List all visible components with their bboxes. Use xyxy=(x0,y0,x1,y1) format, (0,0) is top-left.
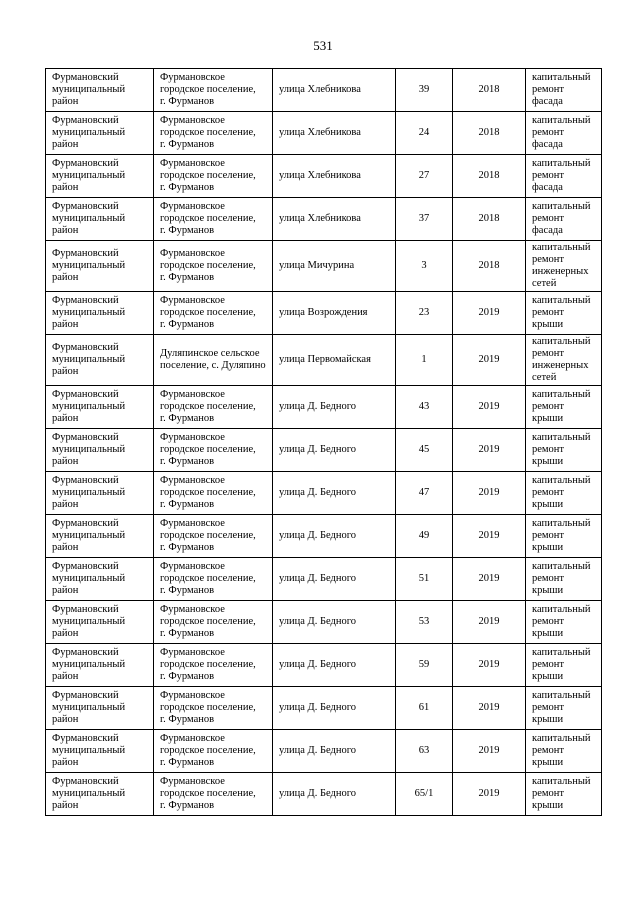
table-row xyxy=(46,241,602,292)
table-row xyxy=(46,472,602,515)
street-cell: улица Д. Бедного xyxy=(273,558,396,601)
house-number-cell: 47 xyxy=(396,472,453,515)
street-cell: улица Д. Бедного xyxy=(273,730,396,773)
work-type-cell: капитальный ремонт крыши xyxy=(526,687,602,730)
settlement-cell: Фурмановское городское поселение, г. Фурманов xyxy=(154,292,273,335)
year-cell: 2018 xyxy=(453,155,526,198)
settlement-cell: Фурмановское городское поселение, г. Фурманов xyxy=(154,773,273,816)
house-number-cell: 37 xyxy=(396,198,453,241)
house-number-cell: 51 xyxy=(396,558,453,601)
work-type-cell: капитальный ремонт фасада xyxy=(526,112,602,155)
district-cell: Фурмановский муниципальный район xyxy=(46,155,154,198)
work-type-cell: капитальный ремонт крыши xyxy=(526,558,602,601)
table-row xyxy=(46,773,602,816)
table-row xyxy=(46,335,602,386)
table-body xyxy=(46,69,602,816)
table-row xyxy=(46,730,602,773)
district-cell: Фурмановский муниципальный район xyxy=(46,198,154,241)
house-number-cell: 1 xyxy=(396,335,453,386)
settlement-cell: Фурмановское городское поселение, г. Фурманов xyxy=(154,687,273,730)
street-cell: улица Д. Бедного xyxy=(273,429,396,472)
house-number-cell: 53 xyxy=(396,601,453,644)
house-number-cell: 39 xyxy=(396,69,453,112)
table-row xyxy=(46,69,602,112)
district-cell: Фурмановский муниципальный район xyxy=(46,429,154,472)
year-cell: 2019 xyxy=(453,515,526,558)
house-number-cell: 45 xyxy=(396,429,453,472)
year-cell: 2018 xyxy=(453,198,526,241)
settlement-cell: Фурмановское городское поселение, г. Фурманов xyxy=(154,241,273,292)
house-number-cell: 24 xyxy=(396,112,453,155)
table-row xyxy=(46,112,602,155)
work-type-cell: капитальный ремонт фасада xyxy=(526,69,602,112)
settlement-cell: Фурмановское городское поселение, г. Фурманов xyxy=(154,472,273,515)
repair-registry-table xyxy=(45,68,602,816)
house-number-cell: 59 xyxy=(396,644,453,687)
street-cell: улица Д. Бедного xyxy=(273,687,396,730)
year-cell: 2018 xyxy=(453,112,526,155)
work-type-cell: капитальный ремонт крыши xyxy=(526,429,602,472)
work-type-cell: капитальный ремонт фасада xyxy=(526,198,602,241)
year-cell: 2019 xyxy=(453,292,526,335)
district-cell: Фурмановский муниципальный район xyxy=(46,472,154,515)
table-row xyxy=(46,558,602,601)
settlement-cell: Дуляпинское сельское поселение, с. Дуляпино xyxy=(154,335,273,386)
year-cell: 2019 xyxy=(453,730,526,773)
street-cell: улица Возрождения xyxy=(273,292,396,335)
street-cell: улица Д. Бедного xyxy=(273,773,396,816)
house-number-cell: 63 xyxy=(396,730,453,773)
table-row xyxy=(46,155,602,198)
street-cell: улица Д. Бедного xyxy=(273,644,396,687)
district-cell: Фурмановский муниципальный район xyxy=(46,292,154,335)
year-cell: 2019 xyxy=(453,335,526,386)
table-row xyxy=(46,198,602,241)
street-cell: улица Хлебникова xyxy=(273,198,396,241)
settlement-cell: Фурмановское городское поселение, г. Фурманов xyxy=(154,558,273,601)
settlement-cell: Фурмановское городское поселение, г. Фурманов xyxy=(154,112,273,155)
year-cell: 2019 xyxy=(453,386,526,429)
table-row xyxy=(46,601,602,644)
work-type-cell: капитальный ремонт крыши xyxy=(526,773,602,816)
street-cell: улица Д. Бедного xyxy=(273,601,396,644)
table-row xyxy=(46,292,602,335)
work-type-cell: капитальный ремонт крыши xyxy=(526,386,602,429)
work-type-cell: капитальный ремонт крыши xyxy=(526,730,602,773)
work-type-cell: капитальный ремонт фасада xyxy=(526,155,602,198)
year-cell: 2018 xyxy=(453,69,526,112)
table-row xyxy=(46,687,602,730)
work-type-cell: капитальный ремонт крыши xyxy=(526,601,602,644)
district-cell: Фурмановский муниципальный район xyxy=(46,644,154,687)
district-cell: Фурмановский муниципальный район xyxy=(46,687,154,730)
settlement-cell: Фурмановское городское поселение, г. Фурманов xyxy=(154,429,273,472)
street-cell: улица Д. Бедного xyxy=(273,386,396,429)
table-row xyxy=(46,386,602,429)
district-cell: Фурмановский муниципальный район xyxy=(46,69,154,112)
work-type-cell: капитальный ремонт крыши xyxy=(526,644,602,687)
district-cell: Фурмановский муниципальный район xyxy=(46,241,154,292)
house-number-cell: 27 xyxy=(396,155,453,198)
district-cell: Фурмановский муниципальный район xyxy=(46,730,154,773)
year-cell: 2019 xyxy=(453,601,526,644)
year-cell: 2019 xyxy=(453,429,526,472)
year-cell: 2019 xyxy=(453,644,526,687)
work-type-cell: капитальный ремонт инженерных сетей xyxy=(526,241,602,292)
work-type-cell: капитальный ремонт крыши xyxy=(526,292,602,335)
street-cell: улица Хлебникова xyxy=(273,112,396,155)
work-type-cell: капитальный ремонт крыши xyxy=(526,515,602,558)
settlement-cell: Фурмановское городское поселение, г. Фурманов xyxy=(154,515,273,558)
settlement-cell: Фурмановское городское поселение, г. Фурманов xyxy=(154,198,273,241)
work-type-cell: капитальный ремонт инженерных сетей xyxy=(526,335,602,386)
house-number-cell: 61 xyxy=(396,687,453,730)
table-row xyxy=(46,644,602,687)
year-cell: 2019 xyxy=(453,558,526,601)
settlement-cell: Фурмановское городское поселение, г. Фурманов xyxy=(154,601,273,644)
district-cell: Фурмановский муниципальный район xyxy=(46,558,154,601)
street-cell: улица Первомайская xyxy=(273,335,396,386)
work-type-cell: капитальный ремонт крыши xyxy=(526,472,602,515)
table-row xyxy=(46,429,602,472)
settlement-cell: Фурмановское городское поселение, г. Фурманов xyxy=(154,155,273,198)
year-cell: 2018 xyxy=(453,241,526,292)
page-number: 531 xyxy=(313,38,333,53)
settlement-cell: Фурмановское городское поселение, г. Фурманов xyxy=(154,730,273,773)
year-cell: 2019 xyxy=(453,773,526,816)
house-number-cell: 43 xyxy=(396,386,453,429)
house-number-cell: 23 xyxy=(396,292,453,335)
settlement-cell: Фурмановское городское поселение, г. Фурманов xyxy=(154,69,273,112)
district-cell: Фурмановский муниципальный район xyxy=(46,773,154,816)
district-cell: Фурмановский муниципальный район xyxy=(46,335,154,386)
house-number-cell: 49 xyxy=(396,515,453,558)
table-row xyxy=(46,515,602,558)
district-cell: Фурмановский муниципальный район xyxy=(46,386,154,429)
street-cell: улица Хлебникова xyxy=(273,155,396,198)
district-cell: Фурмановский муниципальный район xyxy=(46,112,154,155)
street-cell: улица Хлебникова xyxy=(273,69,396,112)
street-cell: улица Д. Бедного xyxy=(273,515,396,558)
house-number-cell: 65/1 xyxy=(396,773,453,816)
district-cell: Фурмановский муниципальный район xyxy=(46,601,154,644)
settlement-cell: Фурмановское городское поселение, г. Фурманов xyxy=(154,644,273,687)
street-cell: улица Д. Бедного xyxy=(273,472,396,515)
district-cell: Фурмановский муниципальный район xyxy=(46,515,154,558)
settlement-cell: Фурмановское городское поселение, г. Фурманов xyxy=(154,386,273,429)
house-number-cell: 3 xyxy=(396,241,453,292)
street-cell: улица Мичурина xyxy=(273,241,396,292)
year-cell: 2019 xyxy=(453,472,526,515)
year-cell: 2019 xyxy=(453,687,526,730)
